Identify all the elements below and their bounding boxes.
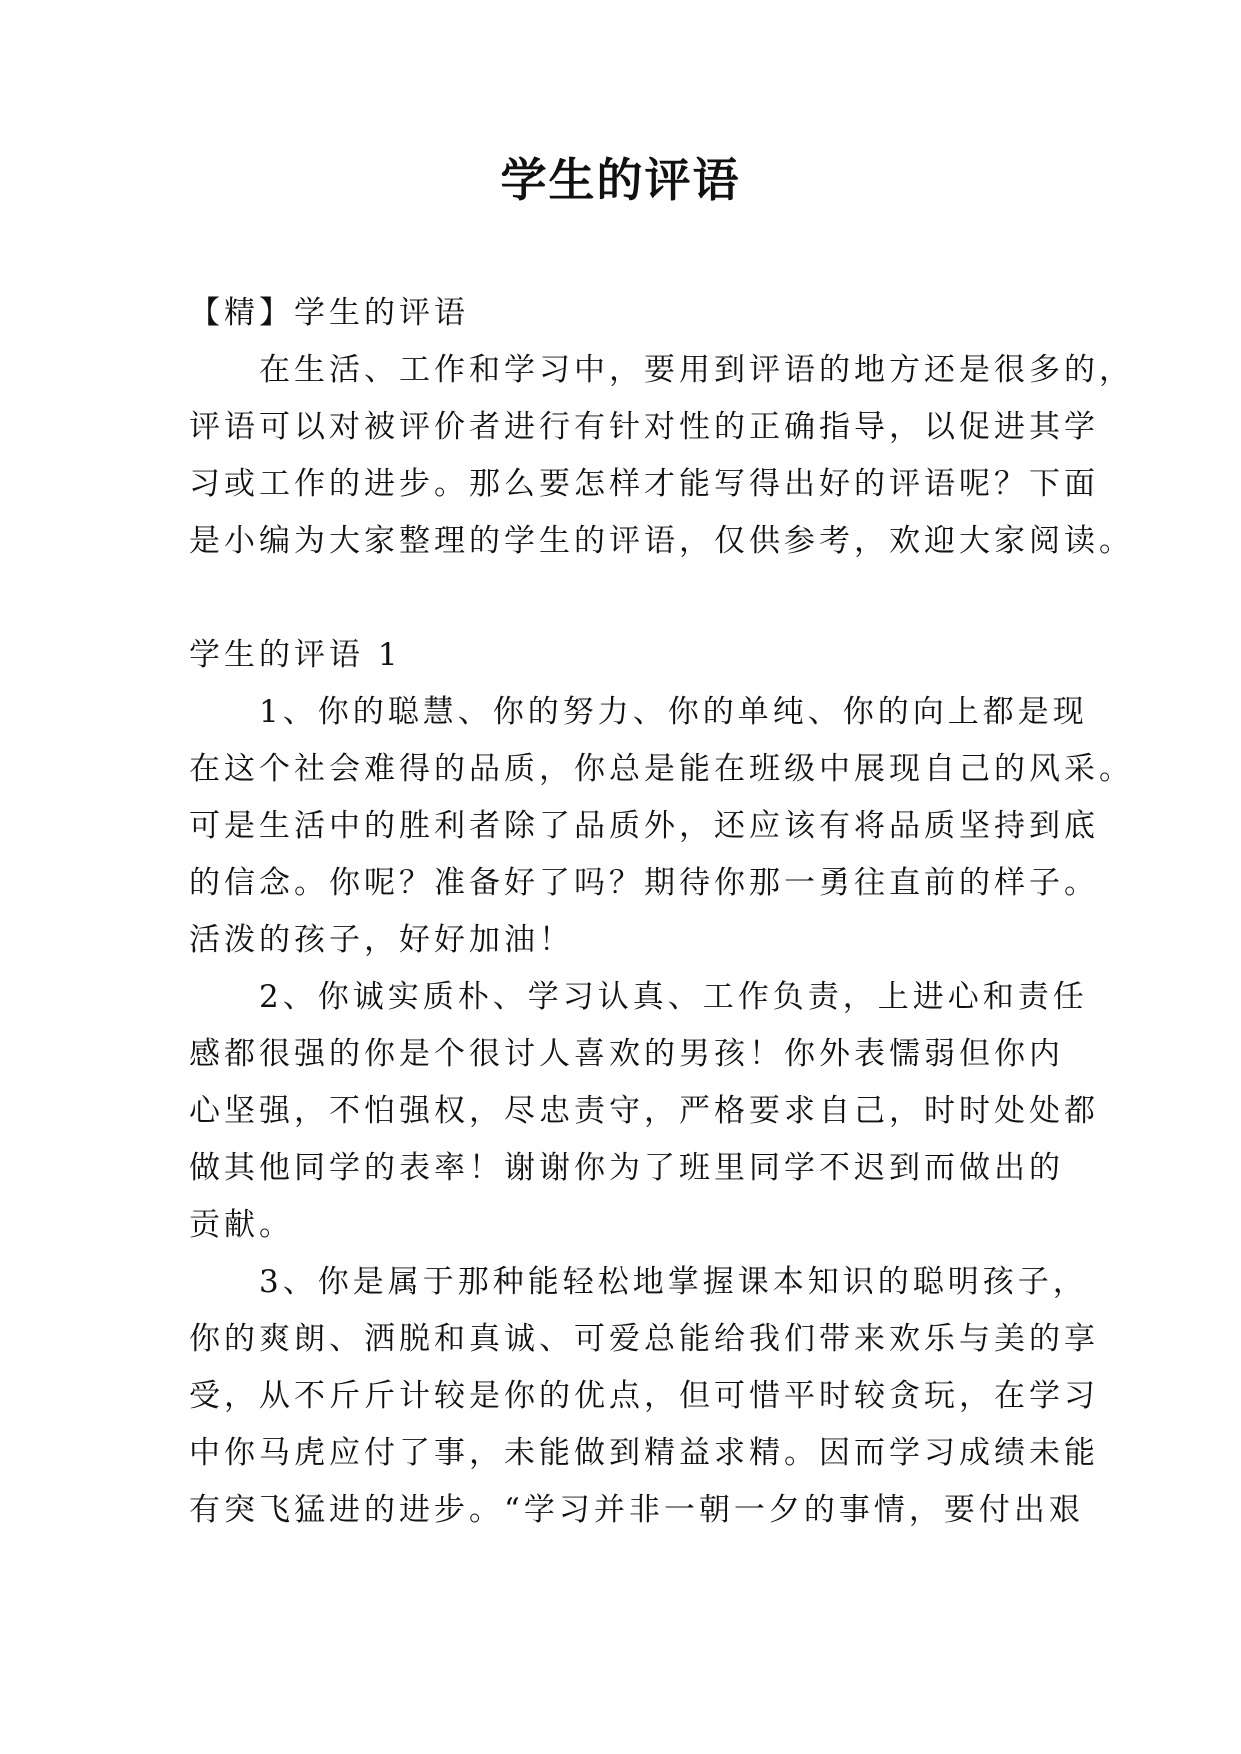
intro-line: 习或工作的进步。那么要怎样才能写得出好的评语呢？下面 (189, 466, 1099, 502)
comment-1-line: 在这个社会难得的品质，你总是能在班级中展现自己的风采。 (189, 751, 1134, 787)
comment-2-line: 心坚强，不怕强权，尽忠责守，严格要求自己，时时处处都 (189, 1093, 1099, 1129)
intro-heading: 【精】学生的评语 (189, 295, 469, 331)
intro-line: 是小编为大家整理的学生的评语，仅供参考，欢迎大家阅读。 (189, 523, 1134, 559)
document-title: 学生的评语 (500, 153, 741, 207)
comment-2-line: 做其他同学的表率！谢谢你为了班里同学不迟到而做出的 (189, 1150, 1064, 1186)
comment-2-line: 2、你诚实质朴、学习认真、工作负责，上进心和责任 (259, 979, 1088, 1015)
comment-3-line: 3、你是属于那种能轻松地掌握课本知识的聪明孩子， (259, 1264, 1088, 1300)
intro-line: 在生活、工作和学习中，要用到评语的地方还是很多的， (259, 352, 1134, 388)
comment-2-line: 贡献。 (189, 1207, 294, 1243)
comment-3-line: 受，从不斤斤计较是你的优点，但可惜平时较贪玩，在学习 (189, 1378, 1099, 1414)
intro-line: 评语可以对被评价者进行有针对性的正确指导，以促进其学 (189, 409, 1099, 445)
comment-2-line: 感都很强的你是个很讨人喜欢的男孩！你外表懦弱但你内 (189, 1036, 1064, 1072)
document-body (189, 285, 1134, 1539)
comment-1-line: 活泼的孩子，好好加油！ (189, 922, 574, 958)
section-heading: 学生的评语 1 (189, 637, 402, 673)
comment-3-line: 你的爽朗、洒脱和真诚、可爱总能给我们带来欢乐与美的享 (189, 1321, 1099, 1357)
comment-3-line: 中你马虎应付了事，未能做到精益求精。因而学习成绩未能 (189, 1435, 1099, 1471)
comment-1-line: 可是生活中的胜利者除了品质外，还应该有将品质坚持到底 (189, 808, 1099, 844)
comment-1-line: 1、你的聪慧、你的努力、你的单纯、你的向上都是现 (259, 694, 1088, 730)
comment-3-line: 有突飞猛进的进步。“学习并非一朝一夕的事情，要付出艰 (189, 1492, 1084, 1528)
comment-1-line: 的信念。你呢？准备好了吗？期待你那一勇往直前的样子。 (189, 865, 1099, 901)
paragraph-gap (189, 570, 1069, 627)
